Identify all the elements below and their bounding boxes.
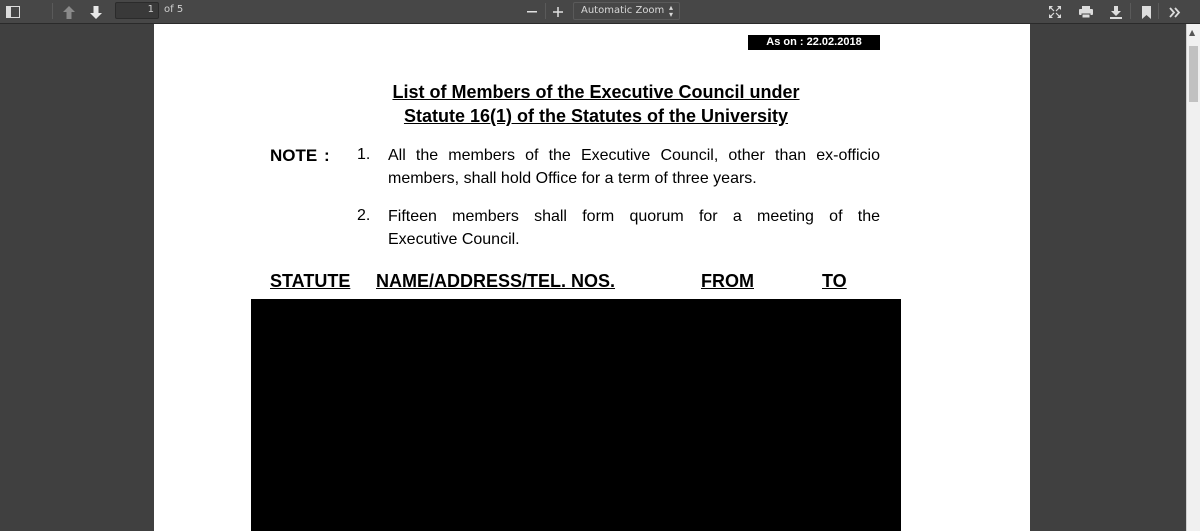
as-on-date-badge: As on : 22.02.2018: [748, 35, 880, 50]
previous-page-button[interactable]: [59, 2, 79, 22]
scroll-up-arrow-icon[interactable]: ▲: [1189, 28, 1196, 37]
document-title: [386, 80, 806, 128]
print-icon: [1079, 6, 1093, 18]
note-item: [388, 205, 880, 251]
print-button[interactable]: [1076, 2, 1096, 22]
tools-button[interactable]: [1165, 2, 1185, 22]
note-line: All the members of the Executive Council, other than ex-officio: [388, 147, 880, 164]
column-header-name-address: NAME/ADDRESS/TEL. NOS.: [376, 271, 616, 291]
column-header-to: TO: [822, 271, 847, 291]
next-page-button[interactable]: [86, 2, 106, 22]
sidebar-toggle-button[interactable]: [3, 2, 23, 22]
page-count-label: of 5: [164, 4, 184, 15]
redacted-block: [251, 299, 901, 531]
note-line: Fifteen members shall form quorum for a meeting of the: [388, 208, 880, 225]
updown-chevron-icon: ▴ ▾: [668, 3, 673, 19]
pdf-toolbar: [0, 0, 1200, 24]
title-line-2: Statute 16(1) of the Statutes of the University: [403, 106, 789, 126]
zoom-select-value: Automatic Zoom: [581, 5, 665, 16]
title-line-1: List of Members of the Executive Council under: [392, 82, 800, 102]
vertical-scrollbar[interactable]: [1186, 24, 1200, 531]
toolbar-separator: [545, 3, 546, 19]
arrow-up-icon: [63, 6, 75, 19]
presentation-mode-button[interactable]: [1045, 2, 1065, 22]
arrow-down-icon: [90, 6, 102, 19]
note-label: NOTE: [270, 146, 318, 165]
note-number: 2.: [357, 207, 371, 224]
note-line: Executive Council.: [388, 231, 520, 248]
toolbar-separator: [52, 3, 53, 19]
note-number: 1.: [357, 146, 371, 163]
column-header-statute: STATUTE: [270, 271, 351, 291]
plus-icon: [553, 7, 563, 17]
zoom-in-button[interactable]: [548, 2, 568, 22]
note-item: [388, 144, 880, 190]
page-number-input[interactable]: 1: [115, 2, 159, 19]
download-icon: [1110, 6, 1122, 19]
double-chevron-right-icon: [1169, 7, 1181, 18]
bookmark-button[interactable]: [1136, 2, 1156, 22]
note-line: members, shall hold Office for a term of three years.: [388, 170, 757, 187]
bookmark-icon: [1142, 6, 1151, 19]
column-header-from: FROM: [701, 271, 754, 291]
toolbar-separator: [1130, 3, 1131, 19]
fullscreen-icon: [1049, 6, 1061, 18]
zoom-select[interactable]: [573, 2, 680, 20]
minus-icon: [527, 11, 537, 13]
zoom-out-button[interactable]: [522, 2, 542, 22]
sidebar-toggle-icon: [6, 6, 20, 18]
note-colon: :: [324, 146, 330, 165]
toolbar-separator: [1158, 3, 1159, 19]
scrollbar-thumb[interactable]: [1189, 46, 1198, 102]
pdf-page: [154, 24, 1030, 531]
download-button[interactable]: [1106, 2, 1126, 22]
